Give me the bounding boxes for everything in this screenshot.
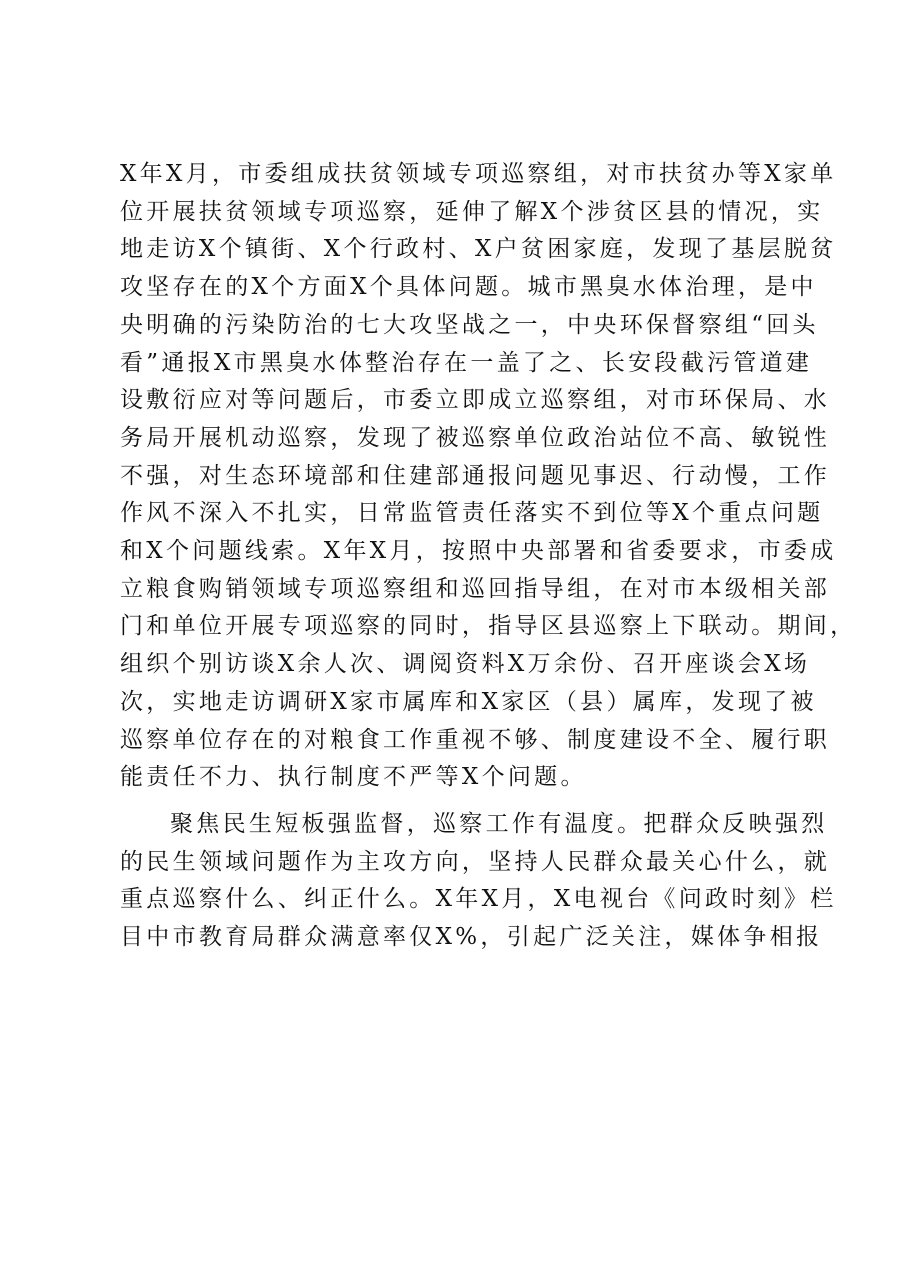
document-body (120, 156, 857, 957)
text-line: 作风不深入不扎实，日常监管责任落实不到位等X个重点问题 (120, 500, 824, 527)
text-line: 目中市教育局群众满意率仅X%，引起广泛关注，媒体争相报 (120, 924, 823, 951)
text-line: 巡察单位存在的对粮食工作重视不够、制度建设不全、履行职 (120, 726, 831, 753)
text-line: 央明确的污染防治的七大攻坚战之一，中央环保督察组“回头 (120, 311, 819, 338)
text-line: 攻坚存在的X个方面X个具体问题。城市黑臭水体治理，是中 (120, 274, 817, 301)
text-line: 位开展扶贫领域专项巡察，延伸了解X个涉贫区县的情况，实 (120, 198, 824, 225)
text-line: 和X个问题线索。X年X月，按照中央部署和省委要求，市委成 (120, 538, 837, 565)
text-line: 立粮食购销领域专项巡察组和巡回指导组，在对市本级相关部 (120, 575, 831, 602)
text-line: 设敷衍应对等问题后，市委立即成立巡察组，对市环保局、水 (120, 387, 831, 414)
text-line: 地走访X个镇街、X个行政村、X户贫困家庭，发现了基层脱贫 (120, 236, 837, 263)
paragraph-spacer (120, 797, 800, 806)
paragraph-2 (120, 806, 837, 957)
text-line: X年X月，市委组成扶贫领域专项巡察组，对市扶贫办等X家单 (120, 161, 837, 187)
text-line: 的民生领域问题作为主攻方向，坚持人民群众最关心什么，就 (120, 848, 831, 875)
text-line: 看”通报X市黑臭水体整治存在一盖了之、长安段截污管道建 (120, 349, 813, 376)
text-line: 务局开展机动巡察，发现了被巡察单位政治站位不高、敏锐性 (120, 424, 831, 451)
text-line: 能责任不力、执行制度不严等X个问题。 (120, 764, 587, 791)
text-line: 不强，对生态环境部和住建部通报问题见事迟、行动慢，工作 (120, 462, 831, 489)
text-line: 重点巡察什么、纠正什么。X年X月，X电视台《问政时刻》栏 (120, 886, 837, 913)
text-line: 门和单位开展专项巡察的同时，指导区县巡察上下联动。期间， (120, 613, 857, 640)
text-line: 组织个别访谈X余人次、调阅资料X万余份、召开座谈会X场 (120, 651, 811, 678)
paragraph-1 (120, 156, 857, 797)
text-line: 聚焦民生短板强监督，巡察工作有温度。把群众反映强烈 (170, 810, 828, 837)
text-line: 次，实地走访调研X家市属库和X家区（县）属库，发现了被 (120, 688, 817, 715)
